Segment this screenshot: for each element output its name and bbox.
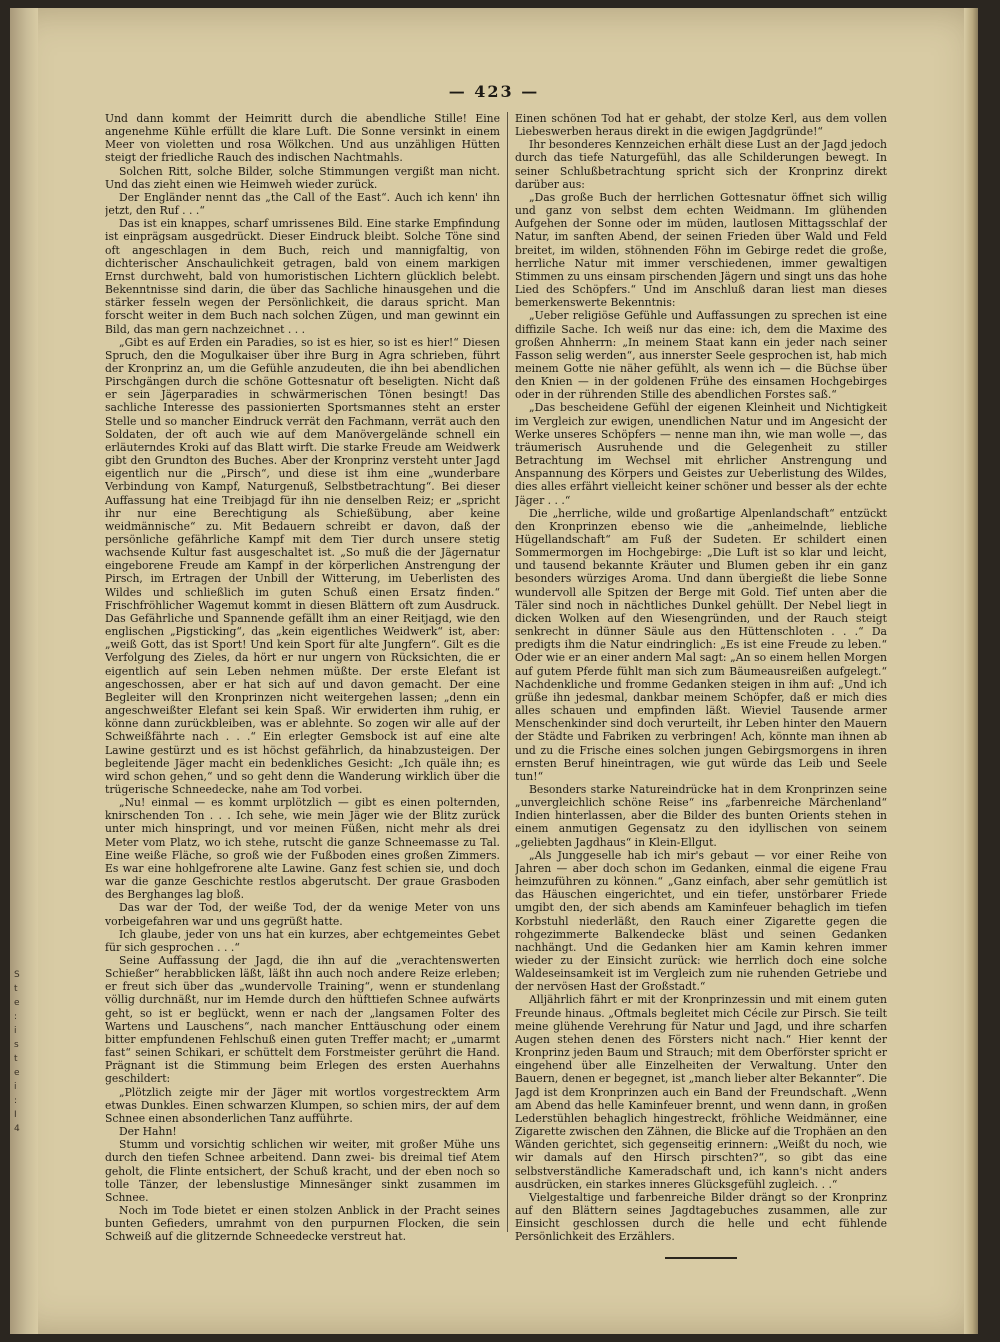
paragraph: „Nu! einmal — es kommt urplötzlich — gibt es einen polternden, knirschenden Ton . . . Ich sehe, wie mein Jäger wie der Blitz zurück unter mich hinspringt, und vor meinen Füßen, nicht mehr als drei Meter vom Platz, wo ich stehe, rutscht die ganze Schneemasse zu Tal. Eine weiße Fläche, so groß wie der Fußboden eines großen Zimmers. Es war eine hohlgefrorene alte Lawine. Ganz fest schien sie, und doch war die ganze Geschichte restlos abgerutscht. Der graue Grasboden des Berghanges lag bloß. xyxy=(105,796,500,902)
paragraph: „Das bescheidene Gefühl der eigenen Kleinheit und Nichtigkeit im Vergleich zur ewigen, unendlichen Natur und im Angesicht der Werke unseres Schöpfers — nenne man ihn, wie man wolle —, das träumerisch Ausruhende und die Gelegenheit zu stiller Betrachtung im Wechsel mit ehrlicher Anstrengung und Anspannung des Körpers und Geistes zur Ueberlistung des Wildes, dies alles erfährt vielleicht keiner schöner und besser als der echte Jäger . . .“ xyxy=(515,401,887,507)
paragraph: Die „herrliche, wilde und großartige Alpenlandschaft“ entzückt den Kronprinzen ebenso wie die „anheimelnde, liebliche Hügellandschaft“ am Fuß der Sudeten. Er schildert einen Sommermorgen im Hochgebirge: „Die Luft ist so klar und leicht, und tausend bekannte Kräuter und Blumen geben ihr ein ganz besonders würziges Aroma. Und dann übergießt die liebe Sonne wundervoll alle Spitzen der Berge mit Gold. Tief unten aber die Täler sind noch in nächtliches Dunkel gehüllt. Der Nebel liegt in dicken Wolken auf den Wiesengründen, und der Rauch steigt senkrecht in dünner Säule aus den Hüttenschloten . . .“ Da predigts ihm die Natur eindringlich: „Es ist eine Freude zu leben.“ Oder wie er an einer andern Mal sagt: „An so einem hellen Morgen auf gutem Pferde fühlt man sich zum Bäumeausreißen aufgelegt.“ Nachdenkliche und fromme Gedanken steigen in ihm auf: „Und ich grüße ihn jedesmal, dankbar meinem Schöpfer, daß er mich dies alles schauen und empfinden läßt. Wieviel Tausende armer Menschenkinder sind doch verurteilt, ihr Leben hinter den Mauern der Städte und Fabriken zu verbringen! Ach, könnte man ihnen ab und zu die Frische eines solchen jungen Gebirgsmorgens in ihren ernsten Beruf hineintragen, wie gut würde das Leib und Seele tun!“ xyxy=(515,506,887,783)
paragraph: Noch im Tode bietet er einen stolzen Anblick in der Pracht seines bunten Gefieders, umrahmt von den purpurnen Flocken, die sein Schweiß auf die glitzernde Schneedecke verstreut hat. xyxy=(105,1203,500,1244)
edge-mark: t xyxy=(14,984,18,994)
paragraph: Das ist ein knappes, scharf umrissenes Bild. Eine starke Empfindung ist einprägsam ausgedrückt. Dieser Eindruck bleibt. Solche Töne sind oft angeschlagen in dem Buch, reich und mannigfaltig, von dichterischer Anschaulichkeit getragen, bald von einem markigen Ernst durchweht, bald von humoristischen Lichtern glücklich belebt. Bekenntnisse sind darin, die über das Sachliche hinausgehen und die stärker fesseln wegen der Persönlichkeit, die daraus spricht. Man forscht weiter in dem Buch nach solchen Zügen, und man gewinnt ein Bild, das man gern nachzeichnet . . . xyxy=(105,217,500,336)
paragraph: Stumm und vorsichtig schlichen wir weiter, mit großer Mühe uns durch den tiefen Schnee arbeitend. Dann zwei- bis dreimal tief Atem geholt, die Flinte entsichert, der Schuß kracht, und der eben noch so tolle Tänzer, der lebenslustige Minnesänger sinkt zusammen im Schnee. xyxy=(105,1138,500,1204)
edge-mark: S xyxy=(14,970,20,980)
edge-mark: t xyxy=(14,1054,18,1064)
paragraph: Ihr besonderes Kennzeichen erhält diese Lust an der Jagd jedoch durch das tiefe Naturgefühl, das alle Schilderungen bewegt. In seiner Schlußbetrachtung spricht sich der Kronprinz direkt darüber aus: xyxy=(515,138,887,191)
paragraph: „Das große Buch der herrlichen Gottesnatur öffnet sich willig und ganz von selbst dem echten Weidmann. Im glühenden Aufgehen der Sonne oder im müden, lautlosen Mittagsschlaf der Natur, im sanften Abend, der seinen Frieden über Wald und Feld breitet, im wilden, stöhnenden Föhn im Gebirge redet die große, herrliche Natur mit immer verschiedenen, immer gewaltigen Stimmen zu uns einsam pirschenden Jägern und singt uns das hohe Lied des Schöpfers.“ Und im Anschluß daran liest man dieses bemerkenswerte Bekenntnis: xyxy=(515,190,887,310)
edge-mark: i xyxy=(14,1026,17,1036)
paragraph: Besonders starke Natureindrücke hat in dem Kronprinzen seine „unvergleichlich schöne Reise“ ins „farbenreiche Märchenland“ Indien hinterlassen, aber die Bilder des bunten Orients stehen in einem anmutigen Gegensatz zu den idyllischen von seinem „geliebten Jagdhaus“ in Klein-Ellgut. xyxy=(515,782,887,849)
margin-edge-marks xyxy=(14,968,24,1136)
edge-mark: e xyxy=(14,998,20,1008)
paragraph: Der Engländer nennt das „the Call of the East“. Auch ich kenn' ihn jetzt, den Ruf . . .“ xyxy=(105,190,500,218)
paragraph: „Als Junggeselle hab ich mir's gebaut — vor einer Reihe von Jahren — aber doch schon im Gedanken, einmal die eigene Frau heimzuführen zu können.“ „Ganz einfach, aber sehr gemütlich ist das Häuschen eingerichtet, und ein tiefer, unstörbarer Friede umgibt den, der sich abends am Kaminfeuer behaglich im tiefen Korbstuhl niederläßt, den Rauch einer Zigarette gegen die rohgezimmerte Balkendecke bläst und seinen Gedanken nachhängt. Und die Gedanken hier am Kamin kehren immer wieder zu der Einsicht zurück: wie herrlich doch eine solche Waldeseinsamkeit ist im Vergleich zum nie ruhenden Getriebe und der nervösen Hast der Großstadt.“ xyxy=(515,848,887,994)
paragraph: Der Hahn! xyxy=(119,1125,177,1139)
column-divider xyxy=(507,112,508,1232)
paragraph: Vielgestaltige und farbenreiche Bilder drängt so der Kronprinz auf den Blättern seines Jagdtagebuches zusammen, alle zur Einsicht geschlossen durch die helle und echt fühlende Persönlichkeit des Erzählers. xyxy=(515,1190,887,1244)
paragraph: „Gibt es auf Erden ein Paradies, so ist es hier, so ist es hier!“ Diesen Spruch, den die Mogulkaiser über ihre Burg in Agra schrieben, führt der Kronprinz an, um die Gefühle anzudeuten, die ihn bei abendlichen Pirschgängen durch die schöne Gottesnatur oft beseligten. Nicht daß er sein Jägerparadies in schwärmerischen Tönen besingt! Das sachliche Interesse des passioniertеn Sportsmannes steht an erster Stelle und so mancher Eindruck verrät den Fachmann, verrät auch den Soldaten, der oft auch wie auf dem Manövergelände schnell ein erläuterndes Kroki auf das Blatt wirft. Die starke Freude am Weidwerk gibt den Grundton des Buches. Aber der Kronprinz versteht unter Jagd eigentlich nur die „Pirsch“, und diese ist ihm eine „wunderbare Verbindung von Kampf, Naturgenuß, Selbstbetrachtung“. Bei dieser Auffassung hat eine Treibjagd für ihn nie denselben Reiz; er „spricht ihr nur eine Berechtigung als Schießübung, aber keine weidmännische“ zu. Mit Bedauern schreibt er davon, daß der persönliche gefährliche Kampf mit dem Tier durch unsere stetig wachsende Kultur fast ausgeschaltet ist. „So muß die der Jägernatur eingeborene Freude am Kampf in der körperlichen Anstrengung der Pirsch, im Ertragen der Unbill der Witterung, im Ueberlisten des Wildes und schließlich im guten Schuß einen Ersatz finden.“ Frischfröhlicher Wagemut kommt in diesen Blättern oft zum Ausdruck. Das Gefährliche und Spannende gefällt ihm an einer Reitjagd, wie den englischen „Pigsticking“, das „kein eigentliches Weidwerk“ ist, aber: „weiß Gott, das ist Sport! Und kein Sport für alte Jungfern“. Gilt es die Verfolgung des Zieles, da hört er nur ungern von Rücksichten, die er eigentlich auf sein Leben nehmen müßte. Der erste Elefant ist angeschossen, aber er hat sich auf und davon gemacht. Der eine Begleiter will den Kronprinzen nicht weitergehen lassen; „denn ein angeschweißter Elefant sei kein Spaß. Wir erwiderten ihm ruhig, er könne dann zurückbleiben, was er ablehnte. So zogen wir alle auf der Schweißfährte nach . . .“ Ein erlegter Gemsbock ist auf eine alte Lawine gestürzt und es ist höchst gefährlich, da hinabzusteigen. Der begleitende Jäger macht ein bedenkliches Gesicht: „Ich quäle ihn; es wird schon gehen,“ und so geht denn die Wanderung wirklich über die trügerische Schneedecke, nahe am Tod vorbei. xyxy=(105,335,500,796)
paragraph: Alljährlich fährt er mit der Kronprinzessin und mit einem guten Freunde hinaus. „Oftmals begleitet mich Cécile zur Pirsch. Sie teilt meine glühende Verehrung für Natur und Jagd, und ihre scharfen Augen stehen denen des Försters nicht nach.“ Hier kennt der Kronprinz jeden Baum und Strauch; mit dem Oberförster spricht er eingehend über alle Einzelheiten der Verwaltung. Unter den Bauern, denen er begegnet, ist „manch lieber alter Bekannter“. Die Jagd ist dem Kronprinzen auch ein Band der Freundschaft. „Wenn am Abend das helle Kaminfeuer brennt, und wenn dann, in großen Lederstühlen behaglich hingestreckt, fröhliche Weidmänner, eine Zigarette zwischen den Zähnen, die Blicke auf die Trophäen an den Wänden gerichtet, sich gegenseitig erinnern: „Weißt du noch, wie wir damals auf den Hirsch pirschten?“, so gibt das eine selbstverständliche Kameradschaft und, ich kann's nicht anders ausdrücken, ein starkes inneres Glücksgefühl zugleich. . .“ xyxy=(515,993,887,1191)
paragraph: Und dann kommt der Heimritt durch die abendliche Stille! Eine angenehme Kühle erfüllt die klare Luft. Die Sonne versinkt in einem Meer von violetten und rosa Wölkchen. Und aus unzähligen Hütten steigt der friedliche Rauch des indischen Nachtmahls. xyxy=(105,112,500,165)
edge-mark: I xyxy=(14,1110,17,1120)
edge-mark: 4 xyxy=(14,1124,20,1134)
paragraph: „Ueber religiöse Gefühle und Auffassungen zu sprechen ist eine diffizile Sache. Ich weiß nur das eine: ich, dem die Maxime des großen Ahnherrn: „In meinem Staat kann ein jeder nach seiner Fasson selig werden“, aus innerster Seele gesprochen ist, hab mich meinem Gotte nie näher gefühlt, als wenn ich — die Büchse über den Knien — in der goldenen Frühe des einsamen Hochgebirges oder in der rührenden Stille des abendlichen Forstes saß.“ xyxy=(515,309,887,402)
article-end-rule xyxy=(665,1257,737,1259)
paragraph: Seine Auffassung der Jagd, die ihn auf die „verachtenswerten Schießer“ herabblicken läßt, läßt ihn auch noch andere Reize erleben; er freut sich über das „wundervolle Training“, wenn er stundenlang völlig durchnäßt, nur im Hemde durch den hüfttiefen Schnee aufwärts geht, so ist er beglückt, wenn er nach der „langsamen Folter des Wartens und Lauschens“, nach mancher Enttäuschung oder einem bitter empfundenen Fehlschuß einen guten Treffer macht; er „umarmt fast“ seinen Schikari, er schüttelt dem Forstmeister gerührt die Hand. Prägnant ist die Stimmung beim Erlegen des ersten Auerhahns geschildert: xyxy=(105,954,500,1086)
book-page xyxy=(10,8,978,1334)
edge-mark: : xyxy=(14,1096,18,1106)
paragraph: Ich glaube, jeder von uns hat ein kurzes, aber echtgemeintes Gebet für sich gesprochen . . .“ xyxy=(105,927,500,954)
paragraph: Das war der Tod, der weiße Tod, der da wenige Meter von uns vorbeigefahren war und uns gegrüßt hatte. xyxy=(105,901,500,928)
page-number: — 423 — xyxy=(448,82,540,101)
edge-mark: e xyxy=(14,1068,20,1078)
edge-mark: : xyxy=(14,1012,18,1022)
right-text-column xyxy=(515,112,887,1302)
page-edge xyxy=(964,8,978,1334)
paragraph: Einen schönen Tod hat er gehabt, der stolze Kerl, aus dem vollen Liebeswerben heraus direkt in die ewigen Jagdgründe!“ xyxy=(515,112,887,139)
left-text-column xyxy=(105,112,500,1302)
paragraph: „Plötzlich zeigte mir der Jäger mit wortlos vorgestrecktem Arm etwas Dunkles. Einen schwarzen Klumpen, so schien mirs, der auf dem Schnee einen absonderlichen Tanz aufführte. xyxy=(105,1085,500,1125)
edge-mark: i xyxy=(14,1082,17,1092)
edge-mark: s xyxy=(14,1040,19,1050)
paragraph: Solchen Ritt, solche Bilder, solche Stimmungen vergißt man nicht. Und das zieht einen wie Heimweh wieder zurück. xyxy=(105,164,500,191)
